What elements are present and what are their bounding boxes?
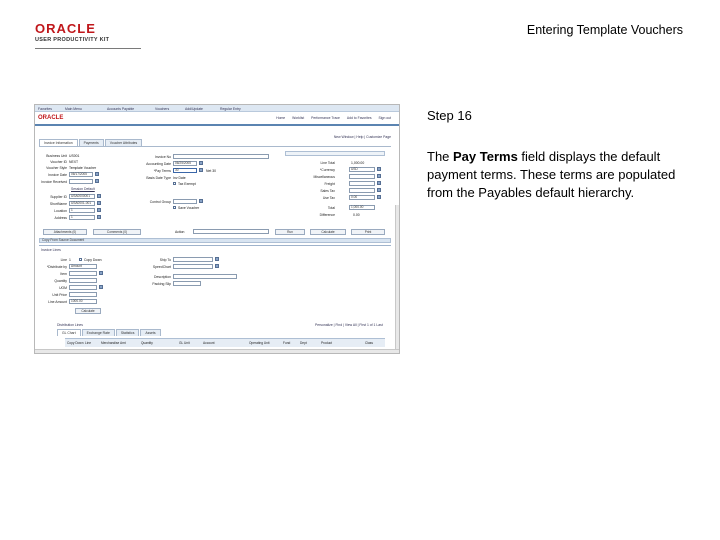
application-screenshot — [34, 104, 400, 354]
field-label: Invoice No — [154, 155, 171, 159]
distribution-grid-header — [65, 338, 385, 347]
use-tax-input[interactable]: 0.00 — [349, 195, 375, 200]
logo-word: ORACLE — [35, 21, 96, 36]
lookup-icon[interactable] — [97, 201, 101, 205]
field-label: Packing Slip — [152, 282, 171, 286]
basis-date-type-value: Inv Date — [173, 176, 186, 180]
breadcrumb-item[interactable]: Main Menu — [65, 107, 82, 111]
pay-terms-emphasis: Pay Terms — [453, 149, 518, 164]
distribution-lines-header[interactable]: Distribution Lines — [57, 323, 84, 327]
total-input[interactable]: 1,000.00 — [349, 205, 375, 210]
column-header: Copy Down — [67, 341, 84, 345]
calculator-icon[interactable] — [377, 188, 381, 192]
invoice-date-input[interactable]: 06/17/2005 — [69, 172, 93, 177]
control-group-input[interactable] — [173, 199, 197, 204]
field-label: Voucher ID — [50, 160, 67, 164]
invoice-lines-header: Invoice Lines — [41, 248, 61, 252]
breadcrumb-item[interactable]: Favorites — [38, 107, 52, 111]
uom-input[interactable] — [69, 285, 97, 290]
column-header: Product — [321, 341, 332, 345]
field-label: *Currency — [319, 168, 335, 172]
column-header: Dept — [300, 341, 307, 345]
step-label: Step 16 — [427, 108, 472, 123]
lookup-icon[interactable] — [199, 199, 203, 203]
lookup-icon[interactable] — [215, 264, 219, 268]
tax-exempt-checkbox[interactable] — [173, 182, 176, 185]
print-button[interactable]: Print — [351, 229, 385, 235]
field-label: ShortName — [49, 202, 67, 206]
calendar-icon[interactable] — [95, 179, 99, 183]
column-header: Account — [203, 341, 215, 345]
ship-to-input[interactable] — [173, 257, 213, 262]
action-select[interactable] — [193, 229, 269, 234]
document-title: Entering Template Vouchers — [526, 23, 683, 37]
calculator-icon[interactable] — [377, 181, 381, 185]
column-header: Merchandise Amt — [101, 341, 126, 345]
tab-exchange-rate[interactable]: Exchange Rate — [82, 329, 115, 336]
session-default-link[interactable]: Session Default — [71, 187, 95, 191]
field-label: Unit Price — [52, 293, 67, 297]
field-label: Line — [60, 258, 67, 262]
pay-terms-description: Net 30 — [206, 169, 216, 173]
column-header: Class — [365, 341, 373, 345]
lookup-icon[interactable] — [99, 285, 103, 289]
field-label: SpeedChart — [152, 265, 171, 269]
page-tools[interactable]: New Window | Help | Customize Page — [333, 135, 391, 139]
lookup-icon[interactable] — [215, 257, 219, 261]
unit-price-input[interactable] — [69, 292, 97, 297]
item-input[interactable] — [69, 271, 97, 276]
field-label: Use Tax — [322, 196, 335, 200]
freight-input[interactable] — [349, 181, 375, 186]
description-text-after: field displays the default payment terms. These terms are populated from the Payables default hierarchy. — [427, 149, 676, 200]
field-label: UOM — [59, 286, 67, 290]
field-label: Control Group — [149, 200, 171, 204]
field-label: Quantity — [54, 279, 67, 283]
tab-statistics[interactable]: Statistics — [116, 329, 140, 336]
totals-header — [285, 151, 385, 156]
logo-subtitle: USER PRODUCTIVITY KIT — [35, 37, 110, 43]
tax-exempt-label: Tax Exempt — [178, 182, 196, 186]
tab-divider — [39, 146, 391, 147]
field-label: Ship To — [159, 258, 171, 262]
short-name-input[interactable]: USA0001-001 — [69, 201, 95, 206]
description-text-before: The — [427, 149, 454, 164]
line-total-value: 1,000.00 — [351, 161, 365, 165]
breadcrumb-item[interactable]: Accounts Payable — [107, 107, 135, 111]
calculator-icon[interactable] — [377, 174, 381, 178]
column-header: Line — [85, 341, 92, 345]
field-label: Sales Tax — [320, 189, 335, 193]
save-voucher-checkbox[interactable] — [173, 206, 176, 209]
field-label: Difference — [319, 213, 335, 217]
logo-divider — [35, 48, 141, 49]
breadcrumb-item[interactable]: Regular Entry — [220, 107, 241, 111]
location-input[interactable]: 1 — [69, 208, 95, 213]
attachments-button[interactable]: Attachments (0) — [43, 229, 87, 235]
distribution-tabs — [57, 329, 162, 336]
field-label: Item — [60, 272, 67, 276]
field-label: Invoice Received — [41, 180, 67, 184]
lookup-icon[interactable] — [97, 208, 101, 212]
calendar-icon[interactable] — [95, 172, 99, 176]
pay-terms-input[interactable]: 30 — [173, 168, 197, 173]
invoice-received-input[interactable] — [69, 179, 93, 184]
calendar-icon[interactable] — [199, 161, 203, 165]
horizontal-scrollbar[interactable] — [35, 349, 399, 353]
vertical-scrollbar[interactable] — [395, 205, 399, 351]
performance-trace-link[interactable]: Performance Trace — [311, 116, 340, 120]
column-header: GL Unit — [179, 341, 190, 345]
packing-slip-input[interactable] — [173, 281, 201, 286]
field-label: Invoice Date — [48, 173, 67, 177]
copy-down-checkbox[interactable] — [79, 258, 82, 261]
lookup-icon[interactable] — [377, 167, 381, 171]
field-label: Business Unit — [46, 154, 67, 158]
run-button[interactable]: Run — [275, 229, 305, 235]
distribute-by-select[interactable]: Amount — [69, 264, 97, 269]
tab-assets[interactable]: Assets — [140, 329, 160, 336]
page-tabs — [39, 139, 143, 146]
comments-button[interactable]: Comments (0) — [93, 229, 141, 235]
worklist-link[interactable]: Worklist — [292, 116, 305, 120]
miscellaneous-input[interactable] — [349, 174, 375, 179]
voucher-id-value: NEXT — [69, 160, 79, 164]
line-calculate-button[interactable]: Calculate — [75, 308, 101, 314]
action-label: Action — [175, 230, 185, 234]
tab-payments[interactable]: Payments — [79, 139, 104, 146]
voucher-style-value: Template Voucher — [69, 166, 97, 170]
field-label: *Distribute by — [46, 265, 67, 269]
address-input[interactable]: 1 — [69, 215, 95, 220]
line-amount-input[interactable]: 1000.00 — [69, 299, 97, 304]
tab-gl-chart[interactable]: GL Chart — [57, 329, 81, 336]
field-label: Line Amount — [48, 300, 67, 304]
line-number-value: 1 — [69, 258, 71, 262]
field-label: Basis Date Type — [146, 176, 171, 180]
field-label: Supplier ID — [50, 195, 67, 199]
save-voucher-label: Save Voucher — [178, 206, 200, 210]
difference-value: 0.00 — [353, 213, 360, 217]
breadcrumb-bar — [35, 105, 399, 112]
column-header: Fund — [283, 341, 291, 345]
top-links — [270, 116, 391, 120]
copy-from-source-document-section[interactable]: Copy From Source Document — [39, 238, 391, 243]
currency-input[interactable]: USD — [349, 167, 375, 172]
speedchart-input[interactable] — [173, 264, 213, 269]
lookup-icon[interactable] — [99, 271, 103, 275]
lookup-icon[interactable] — [97, 194, 101, 198]
grid-navigation[interactable]: Personalize | Find | View All | First 1 of 1 Last — [315, 323, 383, 327]
copy-down-label: Copy Down — [84, 258, 102, 262]
field-label: Description — [154, 275, 171, 279]
field-label: Voucher Style — [46, 166, 67, 170]
app-logo: ORACLE — [38, 115, 64, 121]
breadcrumb-item[interactable]: Add/Update — [185, 107, 203, 111]
field-label: Total — [327, 206, 335, 210]
add-to-favorites-link[interactable]: Add to Favorites — [346, 116, 372, 120]
field-label: Accounting Date — [146, 162, 171, 166]
business-unit-value: US001 — [69, 154, 80, 158]
tab-voucher-attributes[interactable]: Voucher Attributes — [105, 139, 143, 146]
field-label: Freight — [324, 182, 335, 186]
lookup-icon[interactable] — [199, 168, 203, 172]
breadcrumb-item[interactable]: Vouchers — [155, 107, 170, 111]
supplier-id-input[interactable]: USA0000001 — [69, 194, 95, 199]
tab-invoice-information[interactable]: Invoice Information — [39, 139, 78, 146]
description-input[interactable] — [173, 274, 237, 279]
invoice-number-input[interactable] — [173, 154, 269, 159]
section-divider — [39, 245, 391, 246]
column-header: Quantity — [141, 341, 153, 345]
field-label: Miscellaneous — [313, 175, 335, 179]
field-label: Location — [54, 209, 67, 213]
header-band — [35, 124, 399, 126]
quantity-input[interactable] — [69, 278, 97, 283]
calculate-button[interactable]: Calculate — [310, 229, 346, 235]
field-label: Address — [54, 216, 67, 220]
sign-out-link[interactable]: Sign out — [378, 116, 391, 120]
calculator-icon[interactable] — [377, 195, 381, 199]
column-header: Operating Unit — [249, 341, 270, 345]
lookup-icon[interactable] — [97, 215, 101, 219]
oracle-logo — [35, 22, 125, 48]
sales-tax-input[interactable] — [349, 188, 375, 193]
home-link[interactable]: Home — [276, 116, 286, 120]
accounting-date-input[interactable]: 06/25/2005 — [173, 161, 197, 166]
field-label: *Pay Terms — [153, 169, 171, 173]
field-label: Line Total — [320, 161, 335, 165]
step-description — [427, 148, 689, 202]
